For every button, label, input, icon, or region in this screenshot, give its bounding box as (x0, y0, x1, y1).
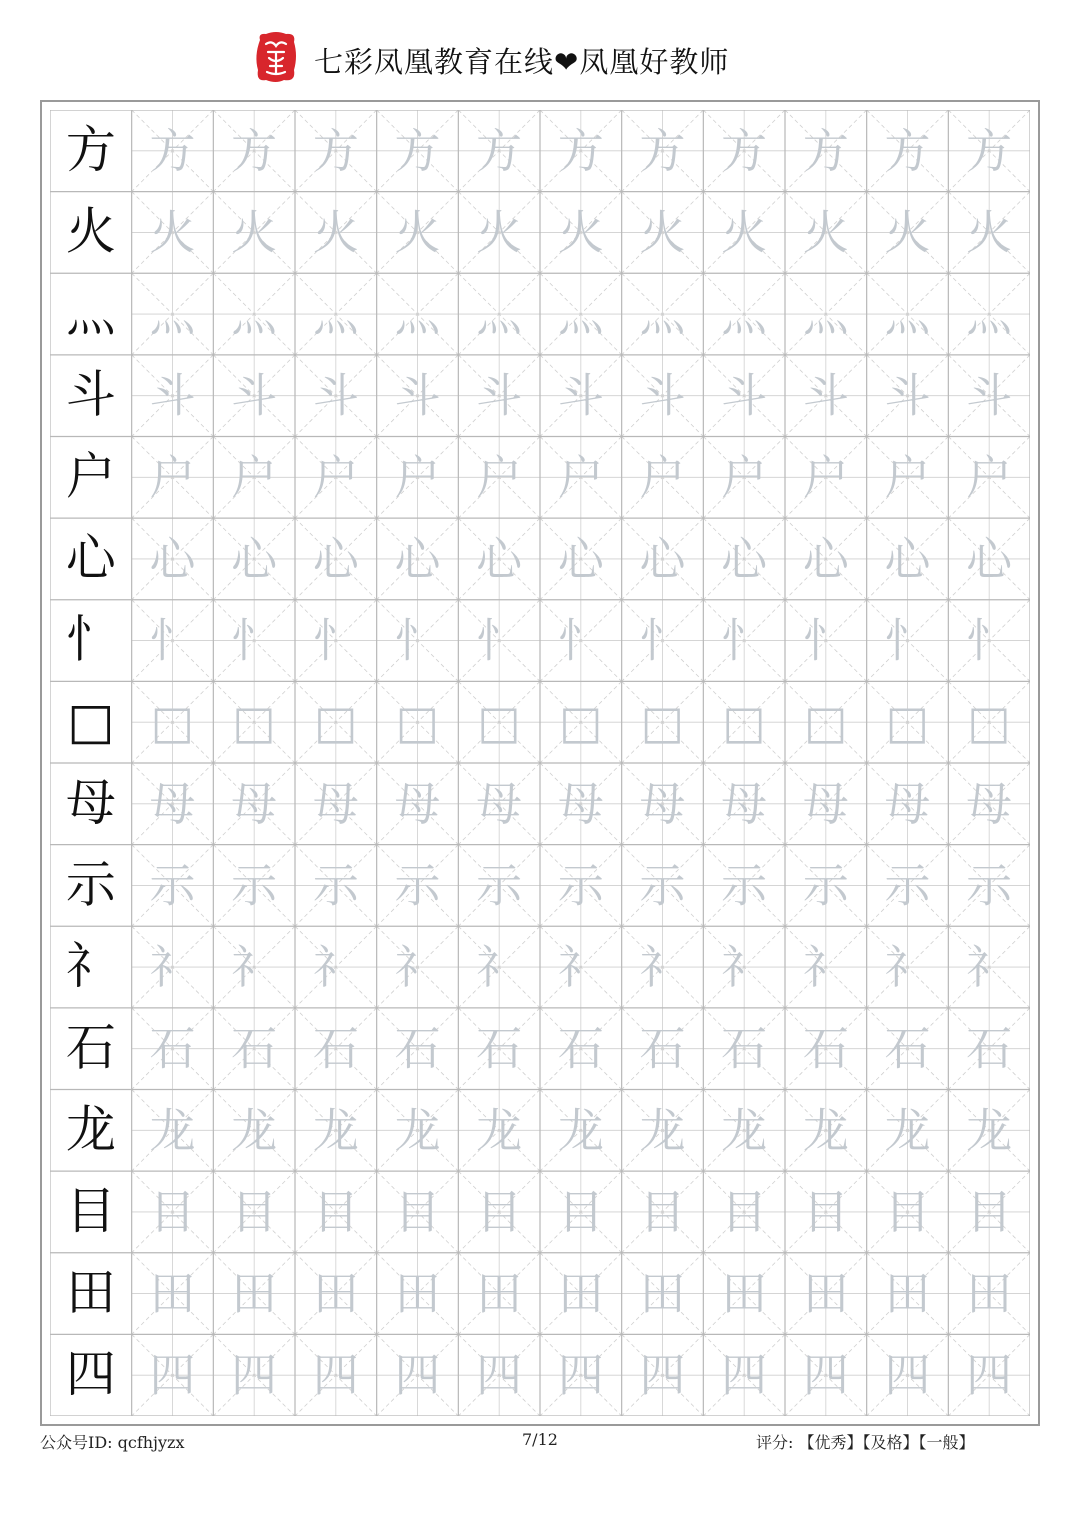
header-title-part2: 凤凰好教师 (579, 45, 730, 79)
trace-character: 火 (231, 205, 278, 260)
trace-character: 母 (884, 776, 931, 831)
trace-character: 火 (476, 205, 523, 260)
model-character: 户 (65, 447, 116, 506)
trace-character: 目 (557, 1184, 604, 1239)
trace-character: 母 (802, 776, 849, 831)
trace-character: 礻 (639, 940, 686, 995)
trace-character: 石 (884, 1021, 931, 1076)
trace-character: 礻 (966, 940, 1013, 995)
trace-character: 灬 (884, 287, 931, 342)
practice-grid (50, 110, 1030, 1416)
trace-character: 石 (149, 1021, 196, 1076)
trace-character: 火 (149, 205, 196, 260)
trace-character: 心 (966, 531, 1013, 586)
trace-character: 礻 (149, 940, 196, 995)
trace-character: 礻 (312, 940, 359, 995)
trace-character: 心 (802, 531, 849, 586)
trace-character: 灬 (966, 287, 1013, 342)
trace-character: 忄 (884, 613, 931, 668)
trace-character: 斗 (312, 368, 359, 423)
trace-character: 斗 (231, 368, 278, 423)
trace-character: 目 (476, 1184, 523, 1239)
trace-character: 母 (557, 776, 604, 831)
trace-character: 目 (639, 1184, 686, 1239)
trace-character: 火 (557, 205, 604, 260)
footer-account-id: 公众号ID: qcfhjyzx (40, 1433, 185, 1452)
trace-character: 龙 (557, 1103, 604, 1158)
trace-character: 田 (394, 1266, 441, 1321)
model-character: 火 (65, 202, 116, 261)
trace-character: 龙 (639, 1103, 686, 1158)
trace-character: □ (804, 695, 848, 750)
trace-character: 火 (802, 205, 849, 260)
trace-character: 方 (394, 123, 441, 178)
trace-character: 石 (394, 1021, 441, 1076)
trace-character: 忄 (476, 613, 523, 668)
trace-character: 龙 (966, 1103, 1013, 1158)
trace-character: 方 (966, 123, 1013, 178)
trace-character: 心 (884, 531, 931, 586)
trace-character: □ (314, 695, 358, 750)
trace-character: 石 (476, 1021, 523, 1076)
trace-character: 忄 (802, 613, 849, 668)
model-character: 忄 (65, 610, 116, 669)
trace-character: 示 (394, 858, 441, 913)
trace-character: 四 (639, 1348, 686, 1403)
trace-character: 母 (639, 776, 686, 831)
model-character: 示 (65, 855, 116, 914)
trace-character: 忄 (721, 613, 768, 668)
footer-score (756, 1430, 975, 1453)
trace-character: 灬 (394, 287, 441, 342)
trace-character: 灬 (639, 287, 686, 342)
trace-character: 心 (149, 531, 196, 586)
model-character: 礻 (65, 937, 116, 996)
trace-character: 四 (231, 1348, 278, 1403)
trace-character: 四 (312, 1348, 359, 1403)
trace-character: 目 (312, 1184, 359, 1239)
trace-character: 田 (802, 1266, 849, 1321)
trace-character: 田 (884, 1266, 931, 1321)
trace-character: 目 (231, 1184, 278, 1239)
trace-character: □ (722, 695, 766, 750)
trace-character: 斗 (394, 368, 441, 423)
trace-character: □ (477, 695, 521, 750)
trace-character: 石 (721, 1021, 768, 1076)
trace-character: 户 (394, 450, 441, 505)
trace-character: 田 (721, 1266, 768, 1321)
trace-character: 方 (557, 123, 604, 178)
trace-character: 礻 (231, 940, 278, 995)
trace-character: 斗 (802, 368, 849, 423)
trace-character: □ (640, 695, 685, 750)
trace-character: 礻 (557, 940, 604, 995)
trace-character: 户 (149, 450, 196, 505)
footer-score-options: 【优秀】【及格】【一般】 (798, 1433, 975, 1452)
trace-character: 示 (802, 858, 849, 913)
trace-character: 方 (231, 123, 278, 178)
trace-character: 四 (394, 1348, 441, 1403)
trace-character: 斗 (639, 368, 686, 423)
trace-character: 田 (557, 1266, 604, 1321)
trace-character: 火 (966, 205, 1013, 260)
trace-character: 石 (231, 1021, 278, 1076)
trace-character: 母 (149, 776, 196, 831)
trace-character: 灬 (231, 287, 278, 342)
model-character: 四 (65, 1345, 116, 1404)
trace-character: 四 (476, 1348, 523, 1403)
trace-character: 心 (394, 531, 441, 586)
footer-score-label: 评分: (756, 1433, 794, 1452)
model-character: 心 (65, 528, 116, 587)
model-character: □ (67, 692, 115, 751)
trace-character: 石 (639, 1021, 686, 1076)
trace-character: 方 (884, 123, 931, 178)
trace-character: 龙 (231, 1103, 278, 1158)
trace-character: 心 (476, 531, 523, 586)
trace-character: 田 (312, 1266, 359, 1321)
trace-character: □ (232, 695, 276, 750)
trace-character: 心 (312, 531, 359, 586)
trace-character: 石 (966, 1021, 1013, 1076)
trace-character: 户 (231, 450, 278, 505)
trace-character: 四 (884, 1348, 931, 1403)
trace-character: 示 (557, 858, 604, 913)
trace-character: 灬 (149, 287, 196, 342)
trace-character: 心 (721, 531, 768, 586)
trace-character: 斗 (721, 368, 768, 423)
trace-character: 礻 (394, 940, 441, 995)
trace-character: 示 (312, 858, 359, 913)
trace-character: 火 (721, 205, 768, 260)
trace-character: 方 (721, 123, 768, 178)
trace-character: 心 (639, 531, 686, 586)
trace-character: 四 (721, 1348, 768, 1403)
trace-character: □ (395, 695, 440, 750)
trace-character: 龙 (149, 1103, 196, 1158)
trace-character: 目 (966, 1184, 1013, 1239)
footer-page-number: 7/12 (522, 1430, 558, 1449)
trace-character: 火 (312, 205, 359, 260)
trace-character: 石 (802, 1021, 849, 1076)
trace-character: 户 (884, 450, 931, 505)
trace-character: 石 (312, 1021, 359, 1076)
trace-character: 方 (149, 123, 196, 178)
trace-character: 斗 (966, 368, 1013, 423)
trace-character: 灬 (476, 287, 523, 342)
trace-character: 灬 (557, 287, 604, 342)
trace-character: 母 (231, 776, 278, 831)
trace-character: 四 (557, 1348, 604, 1403)
trace-character: 方 (802, 123, 849, 178)
trace-character: 目 (149, 1184, 196, 1239)
trace-character: 户 (966, 450, 1013, 505)
trace-character: 目 (884, 1184, 931, 1239)
trace-character: □ (559, 695, 603, 750)
model-character: 目 (65, 1181, 116, 1240)
trace-character: 心 (557, 531, 604, 586)
trace-character: 忄 (394, 613, 441, 668)
model-character: 方 (65, 120, 116, 179)
trace-character: 斗 (149, 368, 196, 423)
trace-character: 忄 (966, 613, 1013, 668)
trace-character: 斗 (884, 368, 931, 423)
model-character: 灬 (65, 284, 116, 343)
trace-character: 田 (476, 1266, 523, 1321)
trace-character: 户 (639, 450, 686, 505)
heart-icon: ❤ (554, 45, 580, 79)
trace-character: 火 (394, 205, 441, 260)
trace-character: 礻 (802, 940, 849, 995)
trace-character: 方 (312, 123, 359, 178)
trace-character: 四 (802, 1348, 849, 1403)
model-character: 田 (65, 1263, 116, 1322)
trace-character: 龙 (721, 1103, 768, 1158)
trace-character: 火 (884, 205, 931, 260)
trace-character: 田 (639, 1266, 686, 1321)
trace-character: 石 (557, 1021, 604, 1076)
trace-character: 灬 (802, 287, 849, 342)
header-title (314, 40, 729, 81)
model-character: 石 (65, 1018, 116, 1077)
page-header (0, 28, 1080, 88)
trace-character: 母 (394, 776, 441, 831)
trace-character: 母 (721, 776, 768, 831)
trace-character: 礻 (884, 940, 931, 995)
trace-character: 母 (966, 776, 1013, 831)
trace-character: 田 (966, 1266, 1013, 1321)
trace-character: 忄 (231, 613, 278, 668)
trace-character: 示 (639, 858, 686, 913)
trace-character: 示 (721, 858, 768, 913)
trace-character: 户 (476, 450, 523, 505)
trace-character: 示 (149, 858, 196, 913)
trace-character: 目 (394, 1184, 441, 1239)
trace-character: 斗 (557, 368, 604, 423)
trace-character: 灬 (721, 287, 768, 342)
trace-character: 母 (312, 776, 359, 831)
model-character: 龙 (65, 1100, 116, 1159)
trace-character: 母 (476, 776, 523, 831)
phoenix-seal-icon (254, 30, 298, 84)
trace-character: □ (885, 695, 930, 750)
trace-character: 示 (966, 858, 1013, 913)
trace-character: 斗 (476, 368, 523, 423)
trace-character: 方 (476, 123, 523, 178)
trace-character: 龙 (884, 1103, 931, 1158)
trace-character: 忄 (639, 613, 686, 668)
trace-character: 户 (312, 450, 359, 505)
model-character: 母 (65, 773, 116, 832)
trace-character: 户 (721, 450, 768, 505)
trace-character: 示 (884, 858, 931, 913)
trace-character: 忄 (149, 613, 196, 668)
trace-character: 示 (231, 858, 278, 913)
trace-character: 四 (149, 1348, 196, 1403)
trace-character: 目 (721, 1184, 768, 1239)
trace-character: 示 (476, 858, 523, 913)
trace-character: 忄 (557, 613, 604, 668)
trace-character: 田 (231, 1266, 278, 1321)
trace-character: 目 (802, 1184, 849, 1239)
trace-character: 户 (802, 450, 849, 505)
header-title-part1: 七彩凤凰教育在线 (314, 45, 555, 79)
trace-character: 田 (149, 1266, 196, 1321)
trace-character: 心 (231, 531, 278, 586)
trace-character: 户 (557, 450, 604, 505)
trace-character: 龙 (476, 1103, 523, 1158)
trace-character: 礻 (721, 940, 768, 995)
trace-character: 龙 (802, 1103, 849, 1158)
trace-character: □ (967, 695, 1011, 750)
trace-character: 龙 (394, 1103, 441, 1158)
model-character: 斗 (65, 365, 116, 424)
trace-character: 忄 (312, 613, 359, 668)
trace-character: □ (150, 695, 195, 750)
trace-character: 方 (639, 123, 686, 178)
trace-character: 礻 (476, 940, 523, 995)
trace-character: 火 (639, 205, 686, 260)
trace-character: 四 (966, 1348, 1013, 1403)
trace-character: 灬 (312, 287, 359, 342)
trace-character: 龙 (312, 1103, 359, 1158)
